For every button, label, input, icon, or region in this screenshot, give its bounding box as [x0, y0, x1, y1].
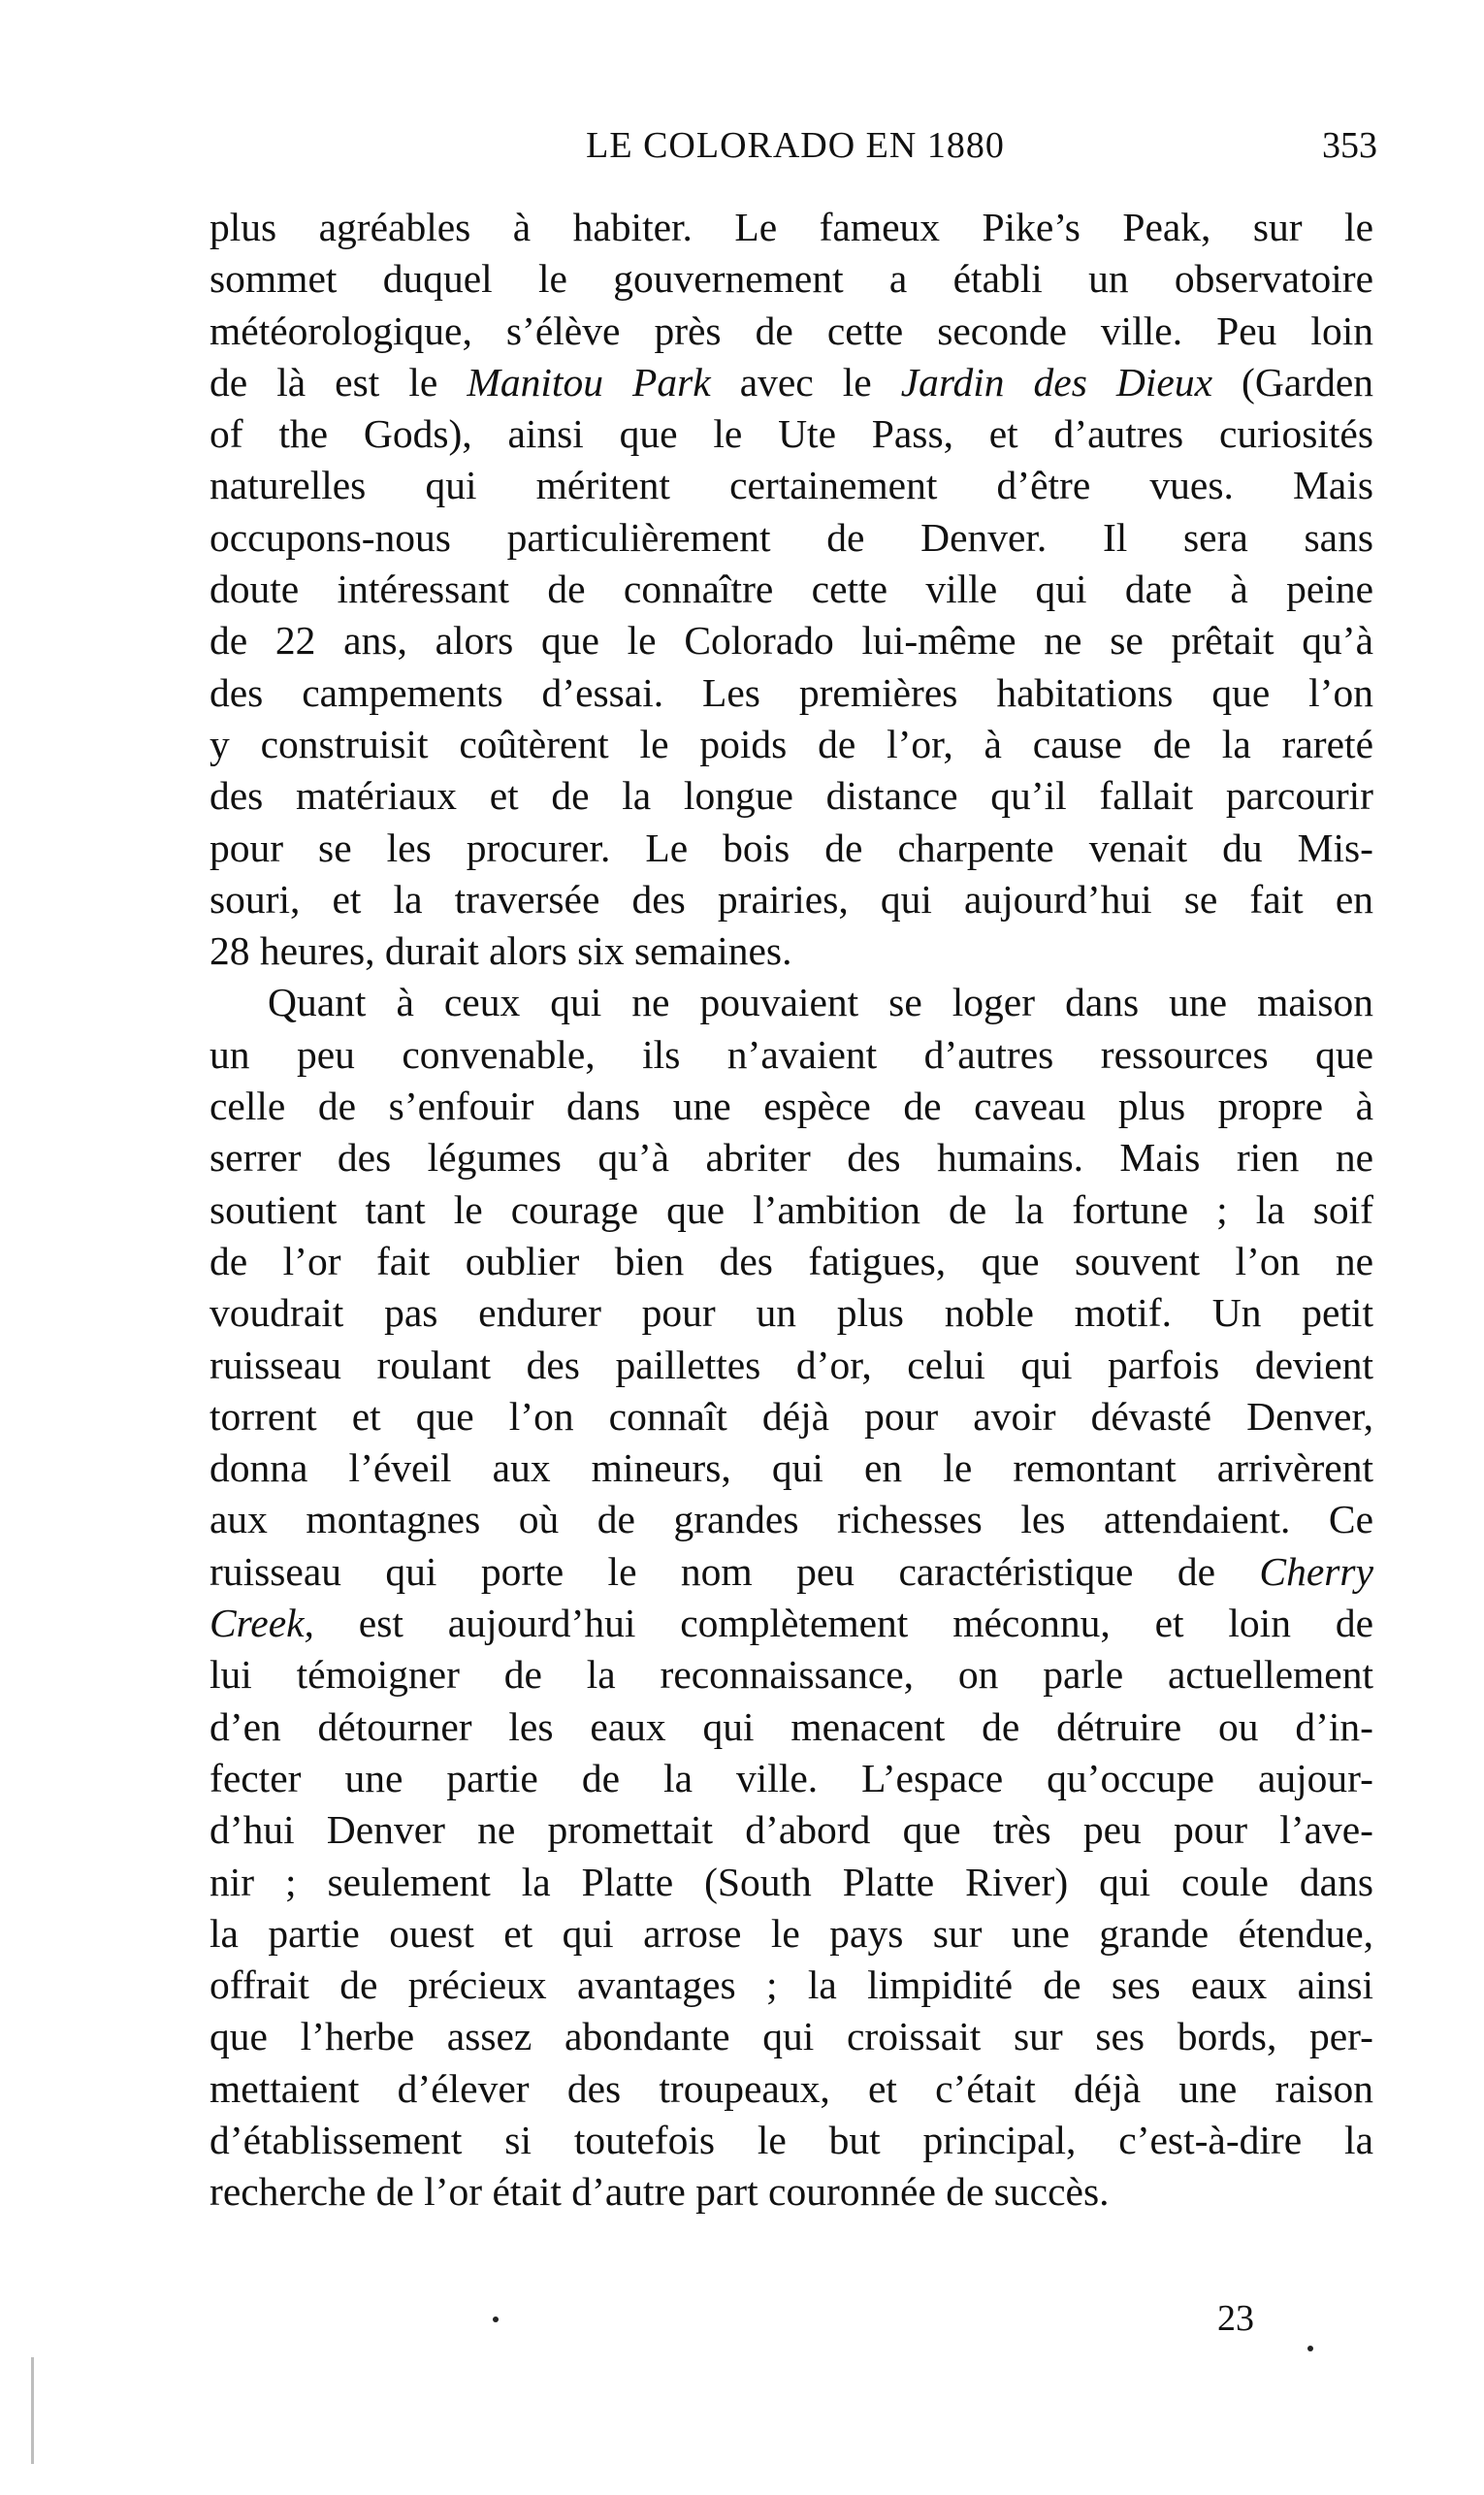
text-line: soutient tant le courage que l’ambition de la fortune ; la soif [210, 1186, 1373, 1232]
italic-phrase: Manitou Park [467, 359, 711, 405]
text-line: ruisseau roulant des paillettes d’or, celui qui parfois devient [210, 1342, 1373, 1387]
text-line: d’hui Denver ne promettait d’abord que très peu pour l’ave- [210, 1807, 1373, 1853]
text-line: lui témoigner de la reconnaissance, on parle actuellement [210, 1652, 1373, 1698]
text-line: Quant à ceux qui ne pouvaient se loger dans une maison [268, 980, 1373, 1025]
text-line: pour se les procurer. Le bois de charpente venait du Mis- [210, 825, 1373, 870]
print-speck [493, 2317, 499, 2322]
edge-speck [31, 2357, 34, 2464]
text-line: naturelles qui méritent certainement d’être vues. Mais [210, 463, 1373, 508]
text-line: ruisseau qui porte le nom peu caractéristique de Cherry [210, 1548, 1373, 1594]
text-line: d’en détourner les eaux qui menacent de détruire ou d’in- [210, 1703, 1373, 1749]
text-line: des campements d’essai. Les premières habitations que l’on [210, 669, 1373, 715]
text-line: torrent et que l’on connaît déjà pour avoir dévasté Denver, [210, 1393, 1373, 1439]
text-line: nir ; seulement la Platte (South Platte River) qui coule dans [210, 1859, 1373, 1904]
body-text [210, 202, 1373, 2219]
text-line: offrait de précieux avantages ; la limpidité de ses eaux ainsi [210, 1962, 1373, 2008]
text-line: de là est le Manitou Park avec le Jardin des Dieux (Garden [210, 359, 1373, 405]
italic-phrase: Cherry [1259, 1548, 1373, 1594]
text-line: des matériaux et de la longue distance qu’il fallait parcourir [210, 773, 1373, 819]
text-line: occupons-nous particulièrement de Denver. Il sera sans [210, 514, 1373, 560]
text-line: serrer des légumes qu’à abriter des humains. Mais rien ne [210, 1135, 1373, 1181]
running-head [213, 124, 1377, 182]
text-line: aux montagnes où de grandes richesses les attendaient. Ce [210, 1497, 1373, 1542]
text-line: celle de s’enfouir dans une espèce de caveau plus propre à [210, 1084, 1373, 1129]
text-line: mettaient d’élever des troupeaux, et c’était déjà une raison [210, 2065, 1373, 2111]
text-line: 28 heures, durait alors six semaines. [210, 928, 792, 974]
text-line: y construisit coûtèrent le poids de l’or, à cause de la rareté [210, 721, 1373, 766]
running-title: LE COLORADO EN 1880 [586, 125, 1005, 166]
text-line: plus agréables à habiter. Le fameux Pike’s Peak, sur le [210, 205, 1373, 249]
text-line: fecter une partie de la ville. L’espace qu’occupe aujour- [210, 1755, 1373, 1800]
text-line: doute intéressant de connaître cette ville qui date à peine [210, 567, 1373, 612]
text-line: d’établissement si toutefois le but principal, c’est-à-dire la [210, 2117, 1373, 2162]
text-line: météorologique, s’élève près de cette seconde ville. Peu loin [210, 308, 1373, 353]
text-line: recherche de l’or était d’autre part couronnée de succès. [210, 2169, 1110, 2215]
italic-phrase: Creek, [210, 1601, 314, 1646]
italic-phrase: Jardin des Dieux [900, 359, 1213, 405]
text-line: que l’herbe assez abondante qui croissait sur ses bords, per- [210, 2014, 1373, 2059]
text-line: of the Gods), ainsi que le Ute Pass, et d’autres curiosités [210, 411, 1373, 457]
text-line: de 22 ans, alors que le Colorado lui-même ne se prêtait qu’à [210, 618, 1373, 664]
text-line: Creek, est aujourd’hui complètement méconnu, et loin de [210, 1601, 1373, 1646]
text-line: donna l’éveil aux mineurs, qui en le remontant arrivèrent [210, 1445, 1373, 1491]
text-line: un peu convenable, ils n’avaient d’autres ressources que [210, 1031, 1373, 1077]
page-number: 353 [1322, 125, 1377, 166]
text-line: la partie ouest et qui arrose le pays sur une grande étendue, [210, 1910, 1373, 1956]
text-line: de l’or fait oublier bien des fatigues, que souvent l’on ne [210, 1238, 1373, 1283]
print-speck [1307, 2346, 1313, 2351]
text-line: voudrait pas endurer pour un plus noble motif. Un petit [210, 1290, 1373, 1336]
signature-mark: 23 [1217, 2298, 1254, 2339]
text-line: sommet duquel le gouvernement a établi un observatoire [210, 256, 1373, 302]
text-line: souri, et la traversée des prairies, qui aujourd’hui se fait en [210, 876, 1373, 922]
